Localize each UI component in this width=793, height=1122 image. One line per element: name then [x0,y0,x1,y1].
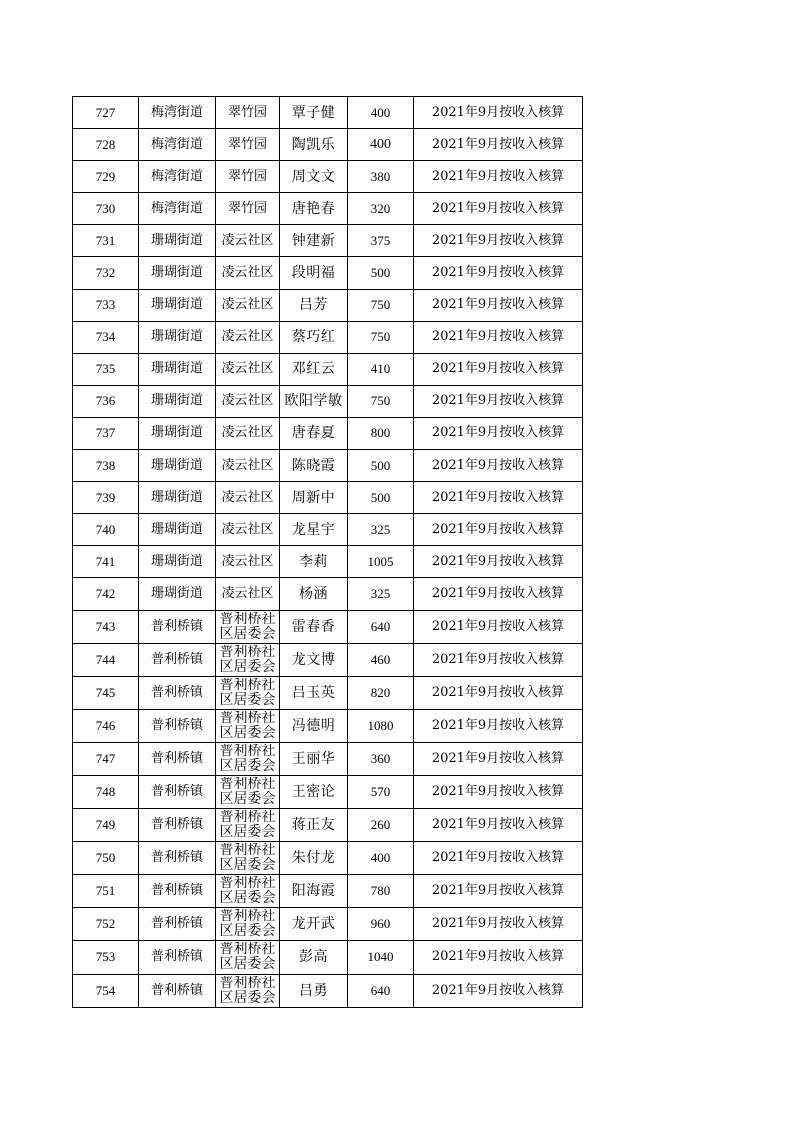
table-row [73,775,583,808]
amount-cell: 375 [348,225,414,257]
town-cell: 珊瑚街道 [139,450,216,482]
table-row [73,417,583,449]
town-cell: 珊瑚街道 [139,514,216,546]
unit-cell: 翠竹园 [216,129,280,161]
town-cell: 珊瑚街道 [139,321,216,353]
town-cell: 普利桥镇 [139,974,216,1007]
unit-cell [216,775,280,808]
table-row [73,578,583,610]
amount-cell: 380 [348,161,414,193]
row-number-cell: 736 [73,385,139,417]
table-row [73,321,583,353]
unit-text: 普利桥社区居委会 [219,942,276,973]
unit-cell [216,676,280,709]
note-cell: 2021年9月按收入核算 [414,610,583,643]
amount-cell: 460 [348,643,414,676]
town-cell: 珊瑚街道 [139,289,216,321]
town-cell: 珊瑚街道 [139,257,216,289]
table-row [73,546,583,578]
note-cell: 2021年9月按收入核算 [414,842,583,875]
town-cell: 珊瑚街道 [139,578,216,610]
table-row [73,974,583,1007]
note-cell: 2021年9月按收入核算 [414,908,583,941]
table-row [73,129,583,161]
name-cell: 吕芳 [280,289,348,321]
table-row [73,643,583,676]
row-number-cell: 752 [73,908,139,941]
name-cell: 周文文 [280,161,348,193]
row-number-cell: 729 [73,161,139,193]
table-row [73,161,583,193]
town-cell: 普利桥镇 [139,610,216,643]
name-cell: 段明福 [280,257,348,289]
row-number-cell: 746 [73,709,139,742]
row-number-cell: 728 [73,129,139,161]
amount-cell: 800 [348,417,414,449]
table-row [73,742,583,775]
amount-cell: 570 [348,775,414,808]
unit-cell [216,842,280,875]
row-number-cell: 733 [73,289,139,321]
amount-cell: 640 [348,610,414,643]
amount-cell: 500 [348,257,414,289]
note-cell: 2021年9月按收入核算 [414,161,583,193]
unit-cell [216,908,280,941]
note-cell: 2021年9月按收入核算 [414,353,583,385]
table-row [73,908,583,941]
unit-text: 普利桥社区居委会 [219,810,276,841]
table-row [73,385,583,417]
name-cell: 龙星宇 [280,514,348,546]
name-cell: 杨涵 [280,578,348,610]
table-row [73,450,583,482]
row-number-cell: 740 [73,514,139,546]
unit-cell [216,610,280,643]
unit-text: 普利桥社区居委会 [219,677,276,708]
name-cell: 龙开武 [280,908,348,941]
records-table [72,96,583,1008]
amount-cell: 320 [348,193,414,225]
name-cell: 阳海霞 [280,875,348,908]
unit-text: 普利桥社区居委会 [219,644,276,675]
name-cell: 钟建新 [280,225,348,257]
note-cell: 2021年9月按收入核算 [414,578,583,610]
note-cell: 2021年9月按收入核算 [414,775,583,808]
unit-cell: 翠竹园 [216,161,280,193]
table-row [73,514,583,546]
town-cell: 普利桥镇 [139,742,216,775]
name-cell: 邓红云 [280,353,348,385]
amount-cell: 640 [348,974,414,1007]
row-number-cell: 730 [73,193,139,225]
row-number-cell: 749 [73,809,139,842]
town-cell: 普利桥镇 [139,875,216,908]
unit-text: 普利桥社区居委会 [219,843,276,874]
name-cell: 蔡巧红 [280,321,348,353]
unit-text: 普利桥社区居委会 [219,909,276,940]
note-cell: 2021年9月按收入核算 [414,974,583,1007]
unit-cell: 凌云社区 [216,385,280,417]
note-cell: 2021年9月按收入核算 [414,941,583,974]
note-cell: 2021年9月按收入核算 [414,709,583,742]
table-row [73,289,583,321]
row-number-cell: 732 [73,257,139,289]
town-cell: 普利桥镇 [139,775,216,808]
amount-cell: 360 [348,742,414,775]
table-row [73,809,583,842]
amount-cell: 500 [348,450,414,482]
unit-cell: 翠竹园 [216,193,280,225]
unit-cell [216,742,280,775]
note-cell: 2021年9月按收入核算 [414,97,583,129]
town-cell: 珊瑚街道 [139,546,216,578]
town-cell: 梅湾街道 [139,161,216,193]
name-cell: 冯德明 [280,709,348,742]
town-cell: 梅湾街道 [139,97,216,129]
unit-cell: 凌云社区 [216,578,280,610]
unit-text: 普利桥社区居委会 [219,611,276,642]
row-number-cell: 747 [73,742,139,775]
unit-cell [216,643,280,676]
name-cell: 李莉 [280,546,348,578]
town-cell: 普利桥镇 [139,643,216,676]
row-number-cell: 737 [73,417,139,449]
name-cell: 吕勇 [280,974,348,1007]
town-cell: 梅湾街道 [139,193,216,225]
row-number-cell: 739 [73,482,139,514]
note-cell: 2021年9月按收入核算 [414,514,583,546]
unit-cell: 凌云社区 [216,353,280,385]
row-number-cell: 734 [73,321,139,353]
amount-cell: 960 [348,908,414,941]
unit-text: 普利桥社区居委会 [219,776,276,807]
amount-cell: 260 [348,809,414,842]
note-cell: 2021年9月按收入核算 [414,482,583,514]
table-row [73,225,583,257]
amount-cell: 750 [348,385,414,417]
table-row [73,941,583,974]
name-cell: 陈晓霞 [280,450,348,482]
note-cell: 2021年9月按收入核算 [414,257,583,289]
row-number-cell: 745 [73,676,139,709]
unit-cell [216,809,280,842]
unit-text: 普利桥社区居委会 [219,975,276,1006]
unit-cell [216,709,280,742]
name-cell: 吕玉英 [280,676,348,709]
name-cell: 王丽华 [280,742,348,775]
row-number-cell: 751 [73,875,139,908]
note-cell: 2021年9月按收入核算 [414,321,583,353]
name-cell: 彭高 [280,941,348,974]
town-cell: 普利桥镇 [139,809,216,842]
unit-cell: 凌云社区 [216,321,280,353]
amount-cell: 820 [348,676,414,709]
unit-cell [216,875,280,908]
table-row [73,610,583,643]
town-cell: 普利桥镇 [139,842,216,875]
row-number-cell: 750 [73,842,139,875]
unit-cell: 凌云社区 [216,289,280,321]
name-cell: 陶凯乐 [280,129,348,161]
name-cell: 覃子健 [280,97,348,129]
name-cell: 朱付龙 [280,842,348,875]
unit-cell [216,974,280,1007]
name-cell: 蒋正友 [280,809,348,842]
table-row [73,709,583,742]
note-cell: 2021年9月按收入核算 [414,129,583,161]
unit-cell: 凌云社区 [216,257,280,289]
row-number-cell: 753 [73,941,139,974]
note-cell: 2021年9月按收入核算 [414,546,583,578]
table-row [73,193,583,225]
row-number-cell: 735 [73,353,139,385]
table-row [73,353,583,385]
row-number-cell: 731 [73,225,139,257]
town-cell: 普利桥镇 [139,709,216,742]
row-number-cell: 748 [73,775,139,808]
records-table-body [73,97,583,1008]
row-number-cell: 727 [73,97,139,129]
note-cell: 2021年9月按收入核算 [414,875,583,908]
table-row [73,875,583,908]
town-cell: 普利桥镇 [139,676,216,709]
unit-text: 普利桥社区居委会 [219,710,276,741]
amount-cell: 750 [348,289,414,321]
note-cell: 2021年9月按收入核算 [414,809,583,842]
town-cell: 普利桥镇 [139,941,216,974]
table-row [73,97,583,129]
unit-cell: 凌云社区 [216,450,280,482]
name-cell: 雷春香 [280,610,348,643]
amount-cell: 1005 [348,546,414,578]
name-cell: 龙文博 [280,643,348,676]
unit-text: 普利桥社区居委会 [219,743,276,774]
amount-cell: 410 [348,353,414,385]
row-number-cell: 743 [73,610,139,643]
note-cell: 2021年9月按收入核算 [414,742,583,775]
note-cell: 2021年9月按收入核算 [414,289,583,321]
amount-cell: 400 [348,129,414,161]
amount-cell: 400 [348,97,414,129]
amount-cell: 400 [348,842,414,875]
note-cell: 2021年9月按收入核算 [414,676,583,709]
row-number-cell: 738 [73,450,139,482]
name-cell: 周新中 [280,482,348,514]
name-cell: 唐春夏 [280,417,348,449]
name-cell: 欧阳学敏 [280,385,348,417]
note-cell: 2021年9月按收入核算 [414,225,583,257]
unit-text: 普利桥社区居委会 [219,876,276,907]
note-cell: 2021年9月按收入核算 [414,417,583,449]
unit-cell: 凌云社区 [216,546,280,578]
town-cell: 普利桥镇 [139,908,216,941]
town-cell: 珊瑚街道 [139,482,216,514]
town-cell: 珊瑚街道 [139,385,216,417]
amount-cell: 325 [348,514,414,546]
unit-cell [216,941,280,974]
note-cell: 2021年9月按收入核算 [414,385,583,417]
amount-cell: 500 [348,482,414,514]
amount-cell: 780 [348,875,414,908]
row-number-cell: 754 [73,974,139,1007]
amount-cell: 1080 [348,709,414,742]
row-number-cell: 741 [73,546,139,578]
unit-cell: 翠竹园 [216,97,280,129]
table-row [73,676,583,709]
table-row [73,257,583,289]
town-cell: 珊瑚街道 [139,225,216,257]
unit-cell: 凌云社区 [216,417,280,449]
row-number-cell: 744 [73,643,139,676]
name-cell: 王密论 [280,775,348,808]
unit-cell: 凌云社区 [216,225,280,257]
amount-cell: 750 [348,321,414,353]
amount-cell: 325 [348,578,414,610]
note-cell: 2021年9月按收入核算 [414,450,583,482]
note-cell: 2021年9月按收入核算 [414,643,583,676]
row-number-cell: 742 [73,578,139,610]
table-row [73,842,583,875]
town-cell: 梅湾街道 [139,129,216,161]
unit-cell: 凌云社区 [216,482,280,514]
unit-cell: 凌云社区 [216,514,280,546]
amount-cell: 1040 [348,941,414,974]
note-cell: 2021年9月按收入核算 [414,193,583,225]
town-cell: 珊瑚街道 [139,417,216,449]
town-cell: 珊瑚街道 [139,353,216,385]
table-row [73,482,583,514]
name-cell: 唐艳春 [280,193,348,225]
